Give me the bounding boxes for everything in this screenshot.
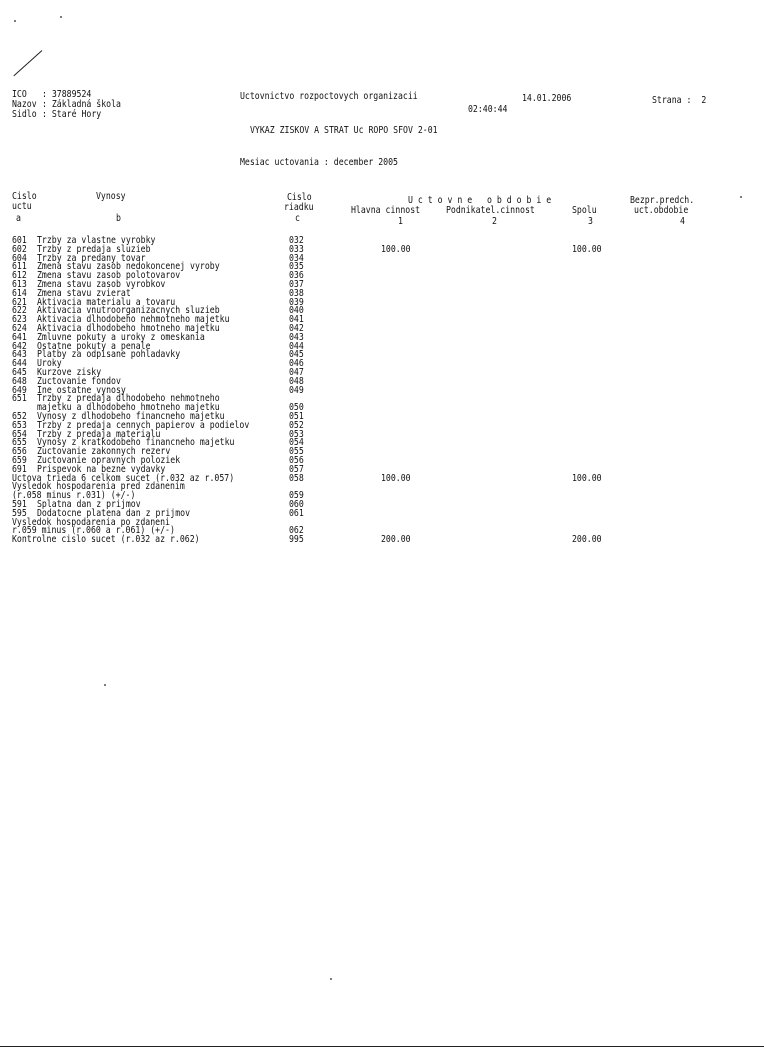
- line-number: 059: [289, 490, 304, 502]
- account-number: 656: [12, 446, 27, 458]
- line-number: 041: [289, 314, 304, 326]
- col-total: Spolu: [572, 205, 597, 216]
- col-prev-period-2: uct.obdobie: [634, 205, 689, 216]
- account-number: 641: [12, 331, 27, 343]
- revenue-item: Zmena stavu zvierat: [37, 287, 131, 299]
- col-line-letter: c: [295, 213, 300, 224]
- revenue-item: Trzby za predany tovar: [37, 252, 146, 264]
- scan-speck: [740, 196, 742, 198]
- account-number: 643: [12, 349, 27, 361]
- revenue-item: Kurzove zisky: [37, 367, 102, 378]
- account-number: 601: [12, 235, 27, 246]
- page-bottom-edge: [0, 1046, 764, 1047]
- scan-speck: [330, 978, 332, 980]
- account-number: 691: [12, 463, 27, 475]
- scan-speck: [14, 20, 16, 22]
- revenue-item: Vysledok hospodarenia pred zdanenim: [12, 481, 185, 493]
- scan-speck: [60, 16, 62, 18]
- account-number: 655: [12, 437, 27, 449]
- col-business-activity: Podnikatel.cinnost: [446, 205, 535, 216]
- line-number: 038: [289, 287, 304, 299]
- account-number: 648: [12, 375, 27, 387]
- sidlo-label: Sidlo: [12, 109, 37, 120]
- account-number: 653: [12, 419, 27, 431]
- col-line-header-2: riadku: [284, 202, 314, 213]
- line-number: 046: [289, 358, 304, 370]
- col-prev-period-num: 4: [680, 216, 685, 227]
- line-number: 052: [289, 419, 304, 431]
- col-account-header: Cislo: [12, 191, 37, 202]
- revenue-item: Vynosy z kratkodobeho financneho majetku: [37, 437, 235, 449]
- line-number: 061: [289, 507, 304, 519]
- revenue-item: Uroky: [37, 358, 62, 370]
- account-number: 623: [12, 314, 27, 326]
- line-number: 051: [289, 411, 304, 422]
- line-number: 034: [289, 252, 304, 264]
- sidlo-value: : Staré Hory: [42, 109, 102, 120]
- col-total-num: 3: [588, 216, 593, 227]
- table-row: [0, 535, 764, 545]
- total-value: 200.00: [572, 534, 602, 546]
- revenue-item: Vynosy z dlhodobeho financneho majetku: [37, 411, 225, 422]
- account-number: 652: [12, 411, 27, 422]
- account-number: 645: [12, 367, 27, 378]
- revenue-item: Kontrolne cislo sucet (r.032 az r.062): [12, 534, 200, 546]
- accounting-month: Mesiac uctovania : december 2005: [240, 157, 398, 168]
- account-number: 591: [12, 499, 27, 510]
- ico-label: ICO: [12, 89, 27, 100]
- system-title: Uctovnictvo rozpoctovych organizacii: [240, 91, 418, 102]
- revenue-item: Trzby z predaja dlhodobeho nehmotneho: [37, 393, 220, 405]
- account-number: 649: [12, 384, 27, 396]
- revenue-item: Platby za odpisane pohladavky: [37, 349, 181, 361]
- revenue-item: Zuctovanie zakonnych rezerv: [37, 446, 171, 458]
- revenue-item: Splatna dan z prijmov: [37, 499, 141, 510]
- col-main-activity: Hlavna cinnost: [351, 205, 421, 216]
- line-number: 033: [289, 243, 304, 255]
- line-number: 055: [289, 446, 304, 458]
- scan-speck: [104, 684, 106, 686]
- revenue-item: Trzby z predaja materialu: [37, 428, 161, 440]
- revenue-item: Prispevok na bezne vydavky: [37, 463, 166, 475]
- line-number: 049: [289, 384, 304, 396]
- account-number: 659: [12, 455, 27, 466]
- corner-pen-mark: [13, 50, 42, 76]
- period-header: U c t o v n e o b d o b i e: [408, 195, 552, 206]
- revenue-item: Zuctovanie opravnych poloziek: [37, 455, 181, 466]
- revenue-item: Aktivacia vnutroorganizacnych sluzieb: [37, 305, 220, 317]
- total-value: 100.00: [572, 472, 602, 484]
- revenue-item: Uctova trieda 6 celkom sucet (r.032 az r.057): [12, 472, 235, 484]
- revenue-item: Ine ostatne vynosy: [37, 384, 126, 396]
- revenue-item: Aktivacia dlhodobeho hmotneho majetku: [37, 323, 220, 334]
- main-activity-value: 200.00: [381, 534, 411, 546]
- revenue-item: Aktivacia dlhodobeho nehmotneho majetku: [37, 314, 230, 326]
- line-number: 058: [289, 472, 304, 484]
- line-number: 056: [289, 455, 304, 466]
- revenue-item: r.059 minus (r.060 a r.061) (+/-): [12, 525, 175, 537]
- line-number: 050: [289, 402, 304, 414]
- nazov-label: Nazov: [12, 99, 37, 110]
- account-number: 612: [12, 270, 27, 282]
- account-number: 613: [12, 279, 27, 290]
- line-number: 042: [289, 323, 304, 334]
- main-activity-value: 100.00: [381, 243, 411, 255]
- revenue-item: Zmena stavu zasob polotovarov: [37, 270, 181, 282]
- account-number: 611: [12, 261, 27, 273]
- total-value: 100.00: [572, 243, 602, 255]
- revenue-item: (r.058 minus r.031) (+/-): [12, 490, 136, 502]
- account-number: 602: [12, 243, 27, 255]
- revenue-item: Zmena stavu zasob nedokoncenej vyroby: [37, 261, 220, 273]
- nazov-value: : Základná škola: [42, 99, 121, 110]
- line-number: 043: [289, 331, 304, 343]
- line-number: 048: [289, 375, 304, 387]
- main-activity-value: 100.00: [381, 472, 411, 484]
- account-number: 644: [12, 358, 27, 370]
- revenue-item: Trzby z predaja sluzieb: [37, 243, 151, 255]
- revenue-item: Zmluvne pokuty a uroky z omeskania: [37, 331, 205, 343]
- line-number: 054: [289, 437, 304, 449]
- account-number: 642: [12, 340, 27, 352]
- account-number: 622: [12, 305, 27, 317]
- account-number: 614: [12, 287, 27, 299]
- account-number: 621: [12, 296, 27, 308]
- line-number: 040: [289, 305, 304, 317]
- col-revenue-header: Vynosy: [96, 191, 126, 202]
- col-account-header-2: uctu: [12, 201, 32, 212]
- revenue-item: Trzby za vlastne vyrobky: [37, 235, 156, 246]
- account-number: 595: [12, 507, 27, 519]
- col-revenue-letter: b: [116, 213, 121, 224]
- line-number: 995: [289, 534, 304, 546]
- line-number: 044: [289, 340, 304, 352]
- revenue-item: Zmena stavu zasob vyrobkov: [37, 279, 166, 290]
- revenue-item: Dodatocne platena dan z prijmov: [37, 507, 191, 519]
- account-number: 651: [12, 393, 27, 405]
- line-number: 047: [289, 367, 304, 378]
- col-account-letter: a: [16, 213, 21, 224]
- revenue-item: Aktivacia materialu a tovaru: [37, 296, 176, 308]
- line-number: 032: [289, 235, 304, 246]
- line-number: 035: [289, 261, 304, 273]
- revenue-item: majetku a dlhodobeho hmotneho majetku: [37, 402, 220, 414]
- col-line-header: Cislo: [287, 192, 312, 203]
- line-number: 045: [289, 349, 304, 361]
- col-prev-period: Bezpr.predch.: [630, 195, 695, 206]
- print-date: 14.01.2006: [522, 93, 572, 104]
- line-number: 060: [289, 499, 304, 510]
- account-number: 604: [12, 252, 27, 264]
- report-title: VYKAZ ZISKOV A STRAT Uc ROPO SFOV 2-01: [250, 125, 438, 136]
- line-number: 036: [289, 270, 304, 282]
- revenue-item: Zuctovanie fondov: [37, 375, 121, 387]
- account-number: 654: [12, 428, 27, 440]
- revenue-item: Trzby z predaja cennych papierov a podielov: [37, 419, 250, 431]
- col-main-activity-num: 1: [398, 216, 403, 227]
- ico-value: : 37889524: [42, 89, 92, 100]
- line-number: 053: [289, 428, 304, 440]
- line-number: 057: [289, 463, 304, 475]
- revenue-item: Ostatne pokuty a penale: [37, 340, 151, 352]
- revenue-item: Vysledok hospodarenia po zdaneni: [12, 516, 170, 528]
- line-number: 037: [289, 279, 304, 290]
- page-number: Strana : 2: [652, 95, 707, 106]
- print-time: 02:40:44: [468, 104, 508, 115]
- line-number: 062: [289, 525, 304, 537]
- account-number: 624: [12, 323, 27, 334]
- line-number: 039: [289, 296, 304, 308]
- col-business-activity-num: 2: [492, 216, 497, 227]
